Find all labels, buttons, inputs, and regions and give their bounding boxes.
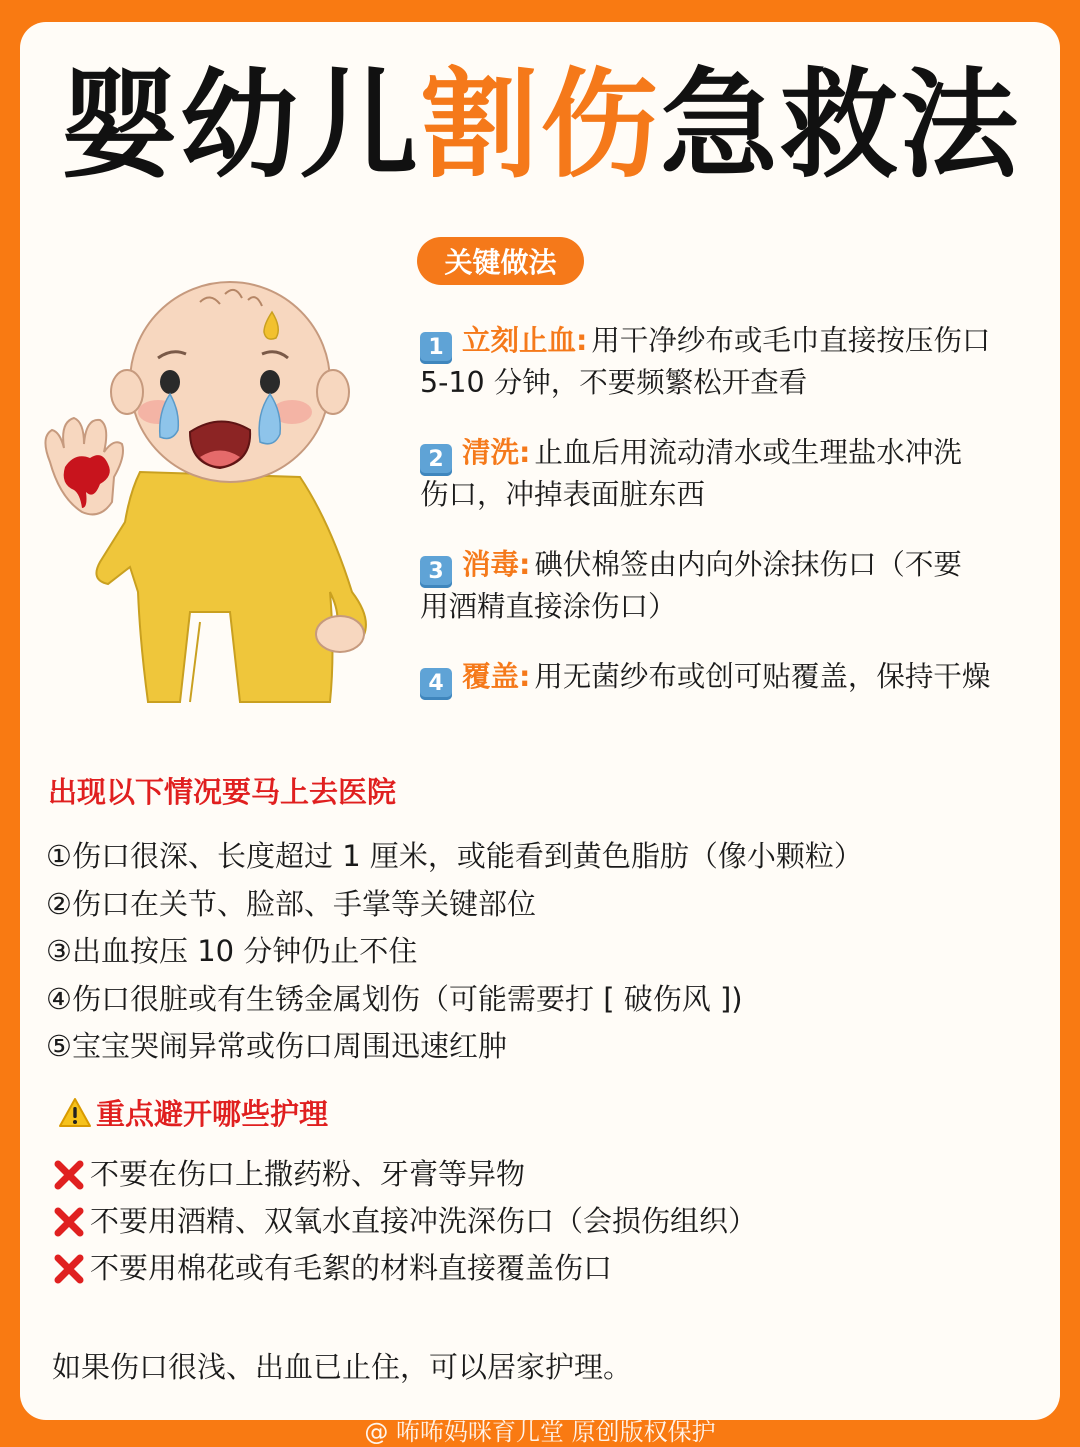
step-separator: : xyxy=(519,660,531,693)
list-item: ②伤口在关节、脸部、手掌等关键部位 xyxy=(46,886,536,921)
dont-text: 不要在伤口上撒药粉、牙膏等异物 xyxy=(90,1157,526,1191)
list-item xyxy=(52,1151,757,1198)
step-title: 消毒 xyxy=(462,548,520,581)
title-part-1: 婴幼儿 xyxy=(59,56,420,194)
title-part-3: 急救法 xyxy=(660,56,1021,194)
cross-mark-icon xyxy=(52,1205,86,1239)
keycap-number-icon: 1 xyxy=(420,332,452,364)
footer-note: 如果伤口很浅、出血已止住，可以居家护理。 xyxy=(52,1350,633,1384)
step-text-line1: 用无菌纱布或创可贴覆盖，保持干燥 xyxy=(534,660,991,693)
crying-baby-illustration xyxy=(30,262,390,722)
step-separator: : xyxy=(576,324,588,357)
step-item-1 xyxy=(420,322,1070,402)
step-text-line2: 伤口，冲掉表面脏东西 xyxy=(420,478,706,511)
list-item xyxy=(52,1245,757,1292)
step-text-line1: 用干净纱布或毛巾直接按压伤口 xyxy=(591,324,991,357)
list-item: ⑤宝宝哭闹异常或伤口周围迅速红肿 xyxy=(46,1029,507,1063)
warning-heading-text: 重点避开哪些护理 xyxy=(96,1097,329,1131)
cross-mark-icon xyxy=(52,1252,86,1286)
cross-mark-icon xyxy=(52,1158,86,1192)
step-text-line2: 5-10 分钟，不要频繁松开查看 xyxy=(420,366,808,399)
step-title: 立刻止血 xyxy=(462,324,577,357)
step-item-3 xyxy=(420,546,1070,626)
list-item: ③出血按压 10 分钟仍止不住 xyxy=(46,934,418,968)
list-item xyxy=(52,1198,757,1245)
donts-list xyxy=(52,1151,757,1292)
step-text-line1: 止血后用流动清水或生理盐水冲洗 xyxy=(534,436,962,469)
page-title xyxy=(0,56,1080,194)
dont-text: 不要用棉花或有毛絮的材料直接覆盖伤口 xyxy=(90,1251,613,1285)
warning-heading xyxy=(58,1092,328,1133)
step-item-4 xyxy=(420,658,1070,700)
list-item: ①伤口很深、长度超过 1 厘米，或能看到黄色脂肪（像小颗粒） xyxy=(46,839,863,873)
dont-text: 不要用酒精、双氧水直接冲洗深伤口（会损伤组织） xyxy=(90,1204,758,1238)
keycap-number-icon: 3 xyxy=(420,556,452,588)
list-item: ④伤口很脏或有生锈金属划伤（可能需要打 [ 破伤风 ]) xyxy=(46,981,743,1016)
key-steps-badge: 关键做法 xyxy=(417,237,584,285)
hospital-heading: 出现以下情况要马上去医院 xyxy=(48,775,397,809)
step-title: 覆盖 xyxy=(462,660,520,693)
title-part-2-highlight: 割伤 xyxy=(419,56,660,194)
step-item-2 xyxy=(420,434,1070,514)
step-text-line2: 用酒精直接涂伤口） xyxy=(420,590,677,623)
watermark: @ 咘咘妈咪育儿堂 原创版权保护 xyxy=(364,1418,716,1446)
step-separator: : xyxy=(519,436,531,469)
step-separator: : xyxy=(519,548,531,581)
hospital-list xyxy=(46,833,863,1071)
step-text-line1: 碘伏棉签由内向外涂抹伤口（不要 xyxy=(534,548,962,581)
keycap-number-icon: 4 xyxy=(420,668,452,700)
warning-icon xyxy=(58,1097,92,1129)
keycap-number-icon: 2 xyxy=(420,444,452,476)
step-title: 清洗 xyxy=(462,436,520,469)
